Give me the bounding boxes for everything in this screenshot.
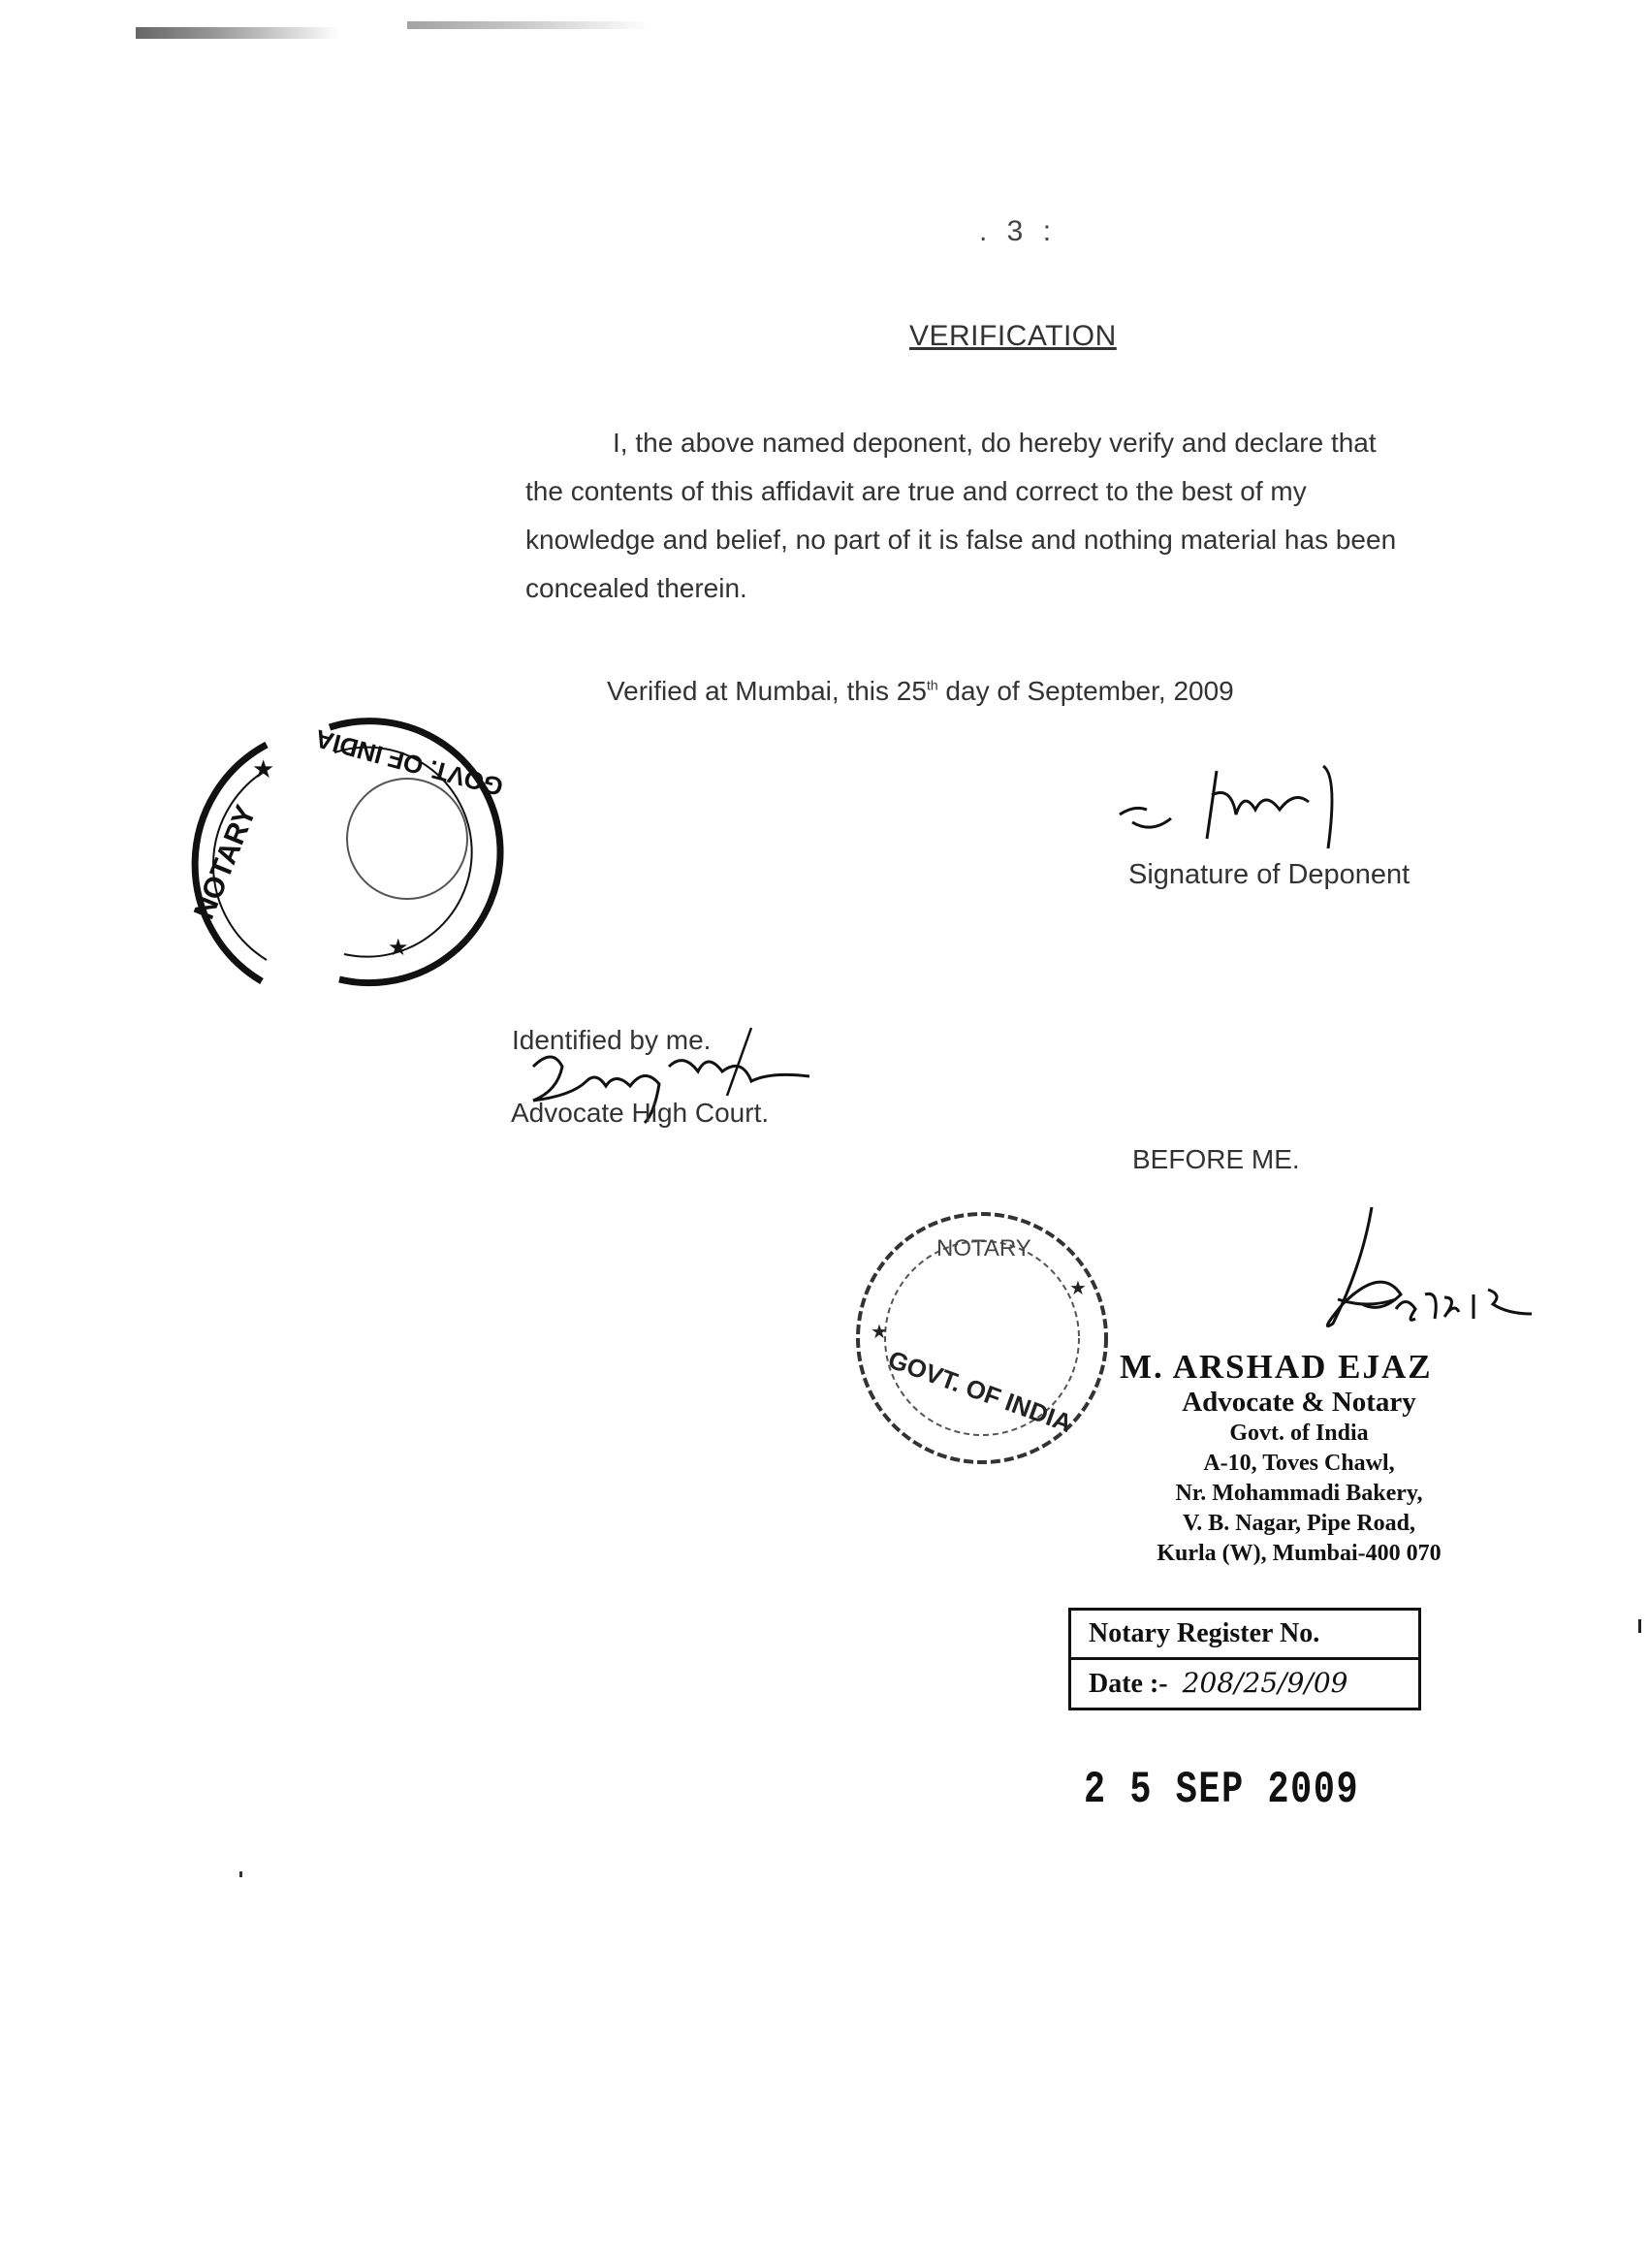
identified-by-label: Identified by me.	[512, 1025, 712, 1055]
paragraph-line: the contents of this affidavit are true and correct to the best of my	[525, 476, 1307, 506]
verified-sup: th	[926, 677, 938, 693]
paragraph-line: concealed therein.	[525, 573, 747, 603]
scan-smudge	[407, 21, 650, 29]
notary-line: V. B. Nagar, Pipe Road,	[1182, 1511, 1416, 1536]
scan-smudge	[136, 27, 339, 39]
notary-seal-left	[174, 718, 543, 999]
seal-text-govt-right: GOVT. OF INDIA	[884, 1344, 1076, 1438]
notary-address-stamp	[1120, 1348, 1478, 1569]
notary-register-box	[1068, 1608, 1421, 1710]
notary-seal-right	[851, 1207, 1113, 1469]
notary-name: M. ARSHAD EJAZ	[1120, 1348, 1433, 1386]
svg-text:★: ★	[871, 1322, 888, 1343]
verified-rest: day of September, 2009	[937, 676, 1234, 706]
date-stamp: 2 5 SEP 2009	[1084, 1765, 1360, 1815]
register-date-row	[1071, 1657, 1418, 1707]
paragraph-line: I, the above named deponent, do hereby verify and declare that	[613, 428, 1377, 458]
notary-line: A-10, Toves Chawl,	[1203, 1451, 1395, 1476]
deponent-signature	[1115, 756, 1377, 853]
verification-heading: VERIFICATION	[909, 320, 1117, 352]
notary-signature	[1270, 1202, 1541, 1348]
signature-of-deponent-label: Signature of Deponent	[1128, 859, 1410, 890]
advocate-high-court-label: Advocate High Court.	[511, 1098, 770, 1128]
before-me-label: BEFORE ME.	[1132, 1144, 1300, 1174]
svg-text:★: ★	[1069, 1278, 1087, 1299]
notary-line: Govt. of India	[1229, 1421, 1369, 1446]
notary-title: Advocate & Notary	[1182, 1387, 1416, 1418]
verified-prefix: Verified at Mumbai, this 25	[607, 676, 927, 706]
svg-text:★: ★	[388, 935, 409, 961]
notary-line: Kurla (W), Mumbai-400 070	[1157, 1541, 1442, 1566]
seal-text-govt: GOVT. OF INDIA	[311, 723, 507, 803]
register-handwritten-value: 208/25/9/09	[1182, 1667, 1348, 1699]
register-date-label: Date :-	[1089, 1669, 1168, 1699]
register-number-row	[1071, 1611, 1418, 1657]
scan-mark	[239, 1871, 242, 1877]
register-label: Notary Register No.	[1089, 1618, 1320, 1648]
page-number: . 3 :	[979, 215, 1058, 247]
svg-text:NOTARY: NOTARY	[187, 800, 263, 924]
scan-mark	[1638, 1619, 1641, 1633]
notary-line: Nr. Mohammadi Bakery,	[1175, 1481, 1423, 1506]
verified-statement	[607, 676, 1234, 707]
paragraph-line: knowledge and belief, no part of it is false and nothing material has been	[525, 525, 1397, 555]
svg-text:★: ★	[252, 754, 275, 783]
verification-paragraph	[525, 419, 1490, 613]
seal-text-notary: NOTARY	[936, 1235, 1031, 1262]
